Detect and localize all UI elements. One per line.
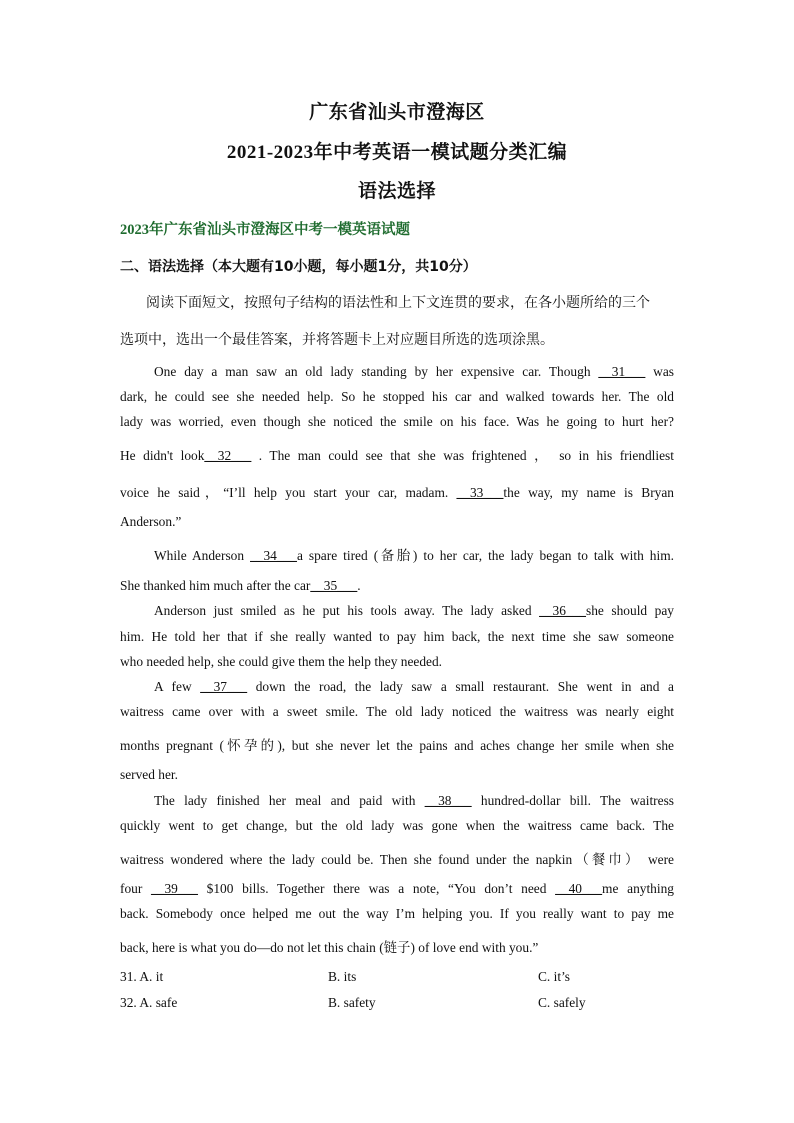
question-option-c: C. it’s bbox=[538, 969, 570, 984]
section-subheading: 二、语法选择（本大题有10小题，每小题1分，共10分） bbox=[120, 259, 477, 275]
answer-blank-38: __38___ bbox=[424, 793, 472, 808]
passage-line: While Anderson __34___a spare tired (备胎) to her car, the lady began to talk with him. bbox=[154, 548, 674, 563]
passage-line: voice he said，“I’ll help you start your car, madam. __33___the way, my name is Bryan bbox=[120, 485, 675, 500]
passage-line: waitress wondered where the lady could be. Then she found under the napkin（餐巾） were bbox=[120, 852, 674, 867]
passage-line: served her. bbox=[120, 767, 179, 782]
passage-line: months pregnant (怀孕的), but she never let the pains and aches change her smile when she bbox=[120, 738, 674, 753]
passage-line: who needed help, she could give them the help they needed. bbox=[120, 654, 443, 669]
document-title-topic: 语法选择 bbox=[357, 181, 436, 202]
question-number: 32. bbox=[120, 995, 137, 1010]
question-option-a: 32. A. safe bbox=[120, 995, 178, 1010]
passage-line: A few __37___ down the road, the lady saw a small restaurant. She went in and a bbox=[154, 679, 674, 694]
instructions-line: 选项中，选出一个最佳答案，并将答题卡上对应题目所选的选项涂黑。 bbox=[120, 332, 554, 348]
document-title-region: 广东省汕头市澄海区 bbox=[309, 102, 485, 123]
passage-line: back. Somebody once helped me out the way I’m helping you. If you really want to pay me bbox=[120, 906, 674, 921]
passage-line: One day a man saw an old lady standing by her expensive car. Though __31___ was bbox=[154, 364, 674, 379]
passage-line: lady was worried, even though she noticed the smile on his face. Was he going to hurt her? bbox=[120, 414, 674, 429]
question-option-b: B. its bbox=[328, 969, 357, 984]
passage-line: quickly went to get change, but the old lady was gone when the waitress came back. The bbox=[120, 818, 674, 833]
passage-line: him. He told her that if she really wanted to pay him back, the next time she saw someone bbox=[120, 629, 674, 644]
question-option-b: B. safety bbox=[328, 995, 376, 1010]
passage-line: dark, he could see she needed help. So he stopped his car and walked towards her. The old bbox=[120, 389, 674, 404]
question-option-a: 31. A. it bbox=[120, 969, 164, 984]
answer-blank-36: __36___ bbox=[539, 603, 586, 618]
answer-blank-32: __32___ bbox=[204, 448, 252, 463]
passage-line: He didn't look__32___ . The man could see that she was frightened ， so in his friendliest bbox=[120, 448, 674, 463]
answer-blank-40: __40___ bbox=[555, 881, 603, 896]
document-title-series: 2021-2023年中考英语一模试题分类汇编 bbox=[226, 142, 568, 163]
answer-blank-34: __34___ bbox=[250, 548, 297, 563]
instructions-line: 阅读下面短文，按照句子结构的语法性和上下文连贯的要求，在各小题所给的三个 bbox=[146, 295, 650, 311]
answer-blank-31: __31___ bbox=[598, 364, 646, 379]
passage-line: back, here is what you do—do not let this chain (链子) of love end with you.” bbox=[120, 940, 539, 955]
answer-blank-39: __39___ bbox=[151, 881, 198, 896]
exam-source-heading: 2023年广东省汕头市澄海区中考一模英语试题 bbox=[120, 222, 410, 238]
passage-line: The lady finished her meal and paid with __38___ hundred-dollar bill. The waitress bbox=[154, 793, 674, 808]
passage-line: Anderson just smiled as he put his tools away. The lady asked __36___she should pay bbox=[154, 603, 674, 618]
answer-blank-35: __35___ bbox=[310, 578, 358, 593]
passage-line: four __39___ $100 bills. Together there was a note, “You don’t need __40___me anything bbox=[120, 881, 674, 896]
passage-line: Anderson.” bbox=[120, 514, 182, 529]
question-number: 31. bbox=[120, 969, 137, 984]
passage-line: She thanked him much after the car__35___. bbox=[120, 578, 361, 593]
question-option-c: C. safely bbox=[538, 995, 586, 1010]
answer-blank-37: __37___ bbox=[200, 679, 248, 694]
passage-line: waitress came over with a sweet smile. The old lady noticed the waitress was nearly eight bbox=[120, 704, 674, 719]
answer-blank-33: __33___ bbox=[456, 485, 504, 500]
